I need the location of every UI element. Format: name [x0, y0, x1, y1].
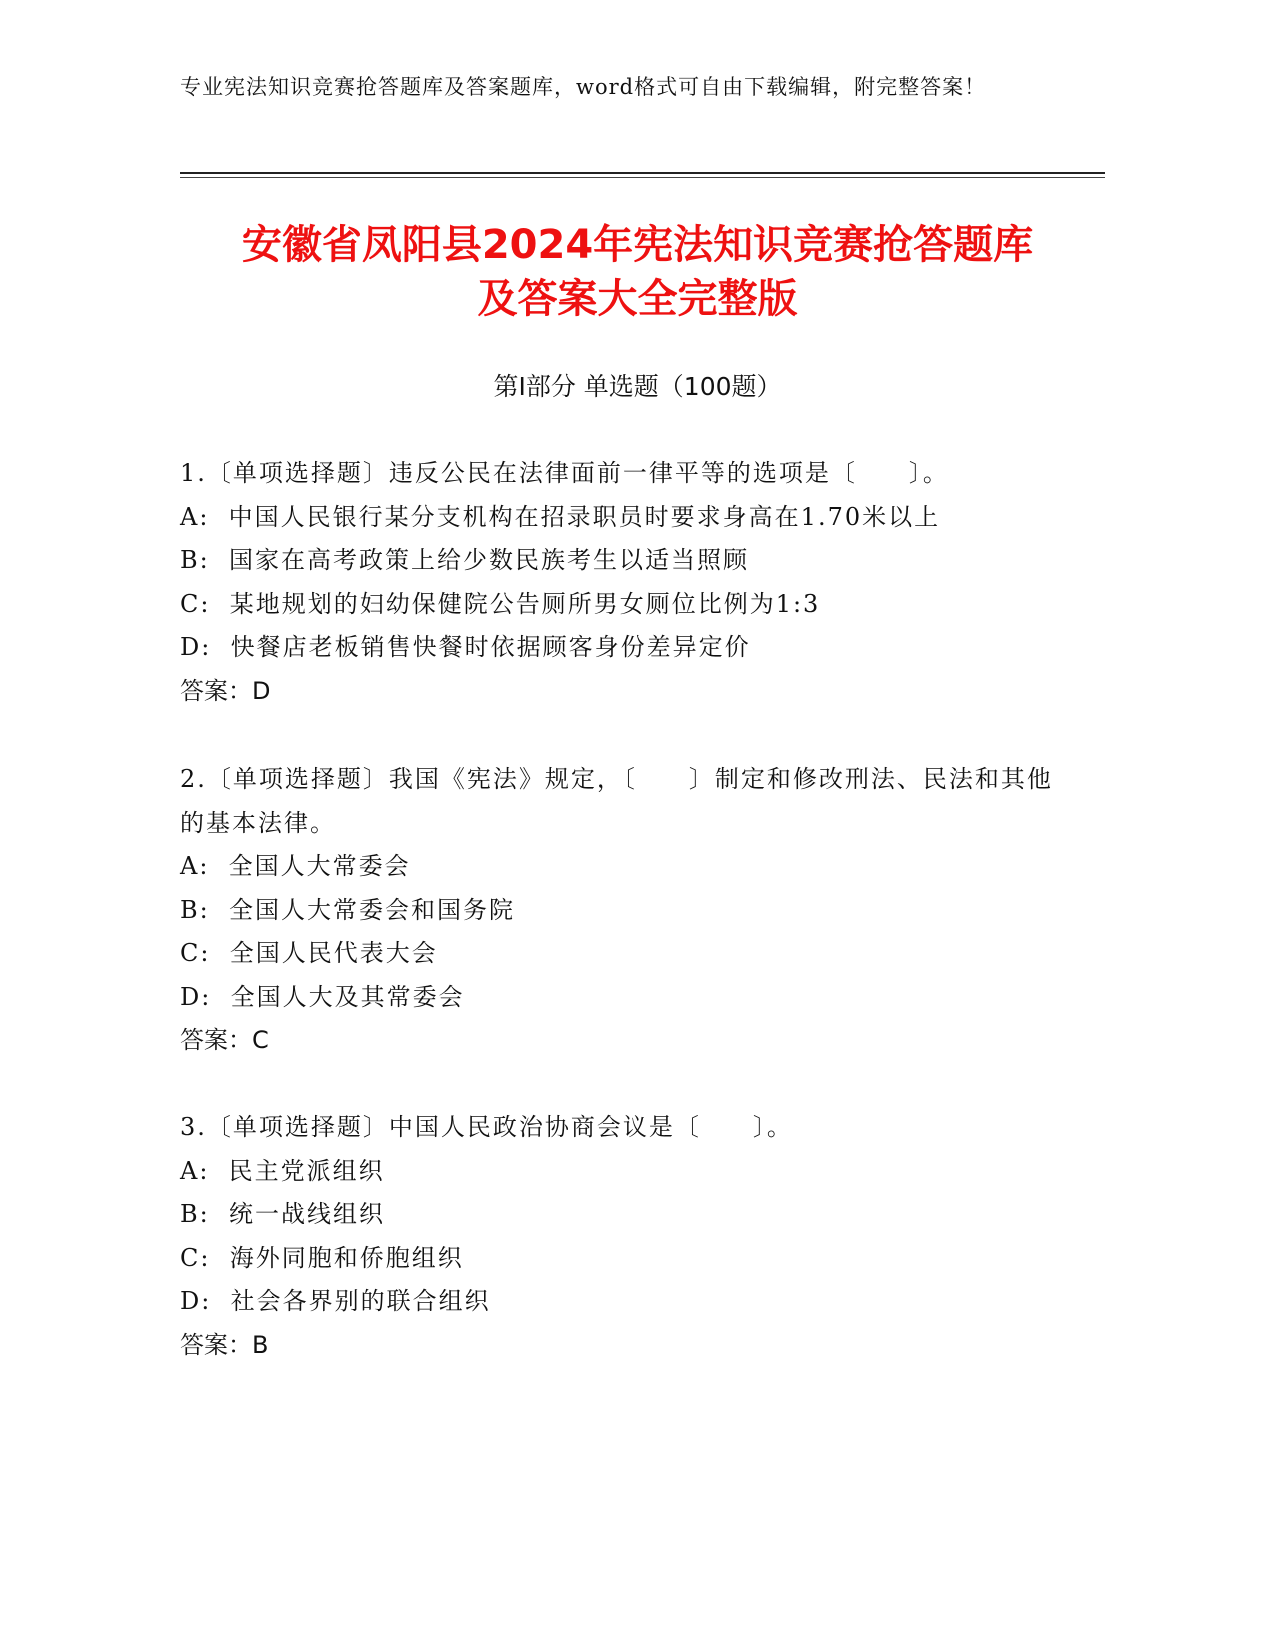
question-stem: 1.〔单项选择题〕违反公民在法律面前一律平等的选项是〔 〕。	[180, 459, 949, 487]
option-d: D: 快餐店老板销售快餐时依据顾客身份差异定价	[180, 633, 751, 661]
question-stem: 2.〔单项选择题〕我国《宪法》规定，〔 〕制定和修改刑法、民法和其他的基本法律。	[180, 765, 1053, 837]
option-b: B: 国家在高考政策上给少数民族考生以适当照顾	[180, 546, 749, 574]
answer-line: 答案：B	[180, 1330, 269, 1359]
option-d: D: 社会各界别的联合组织	[180, 1287, 491, 1315]
section-heading: 第Ⅰ部分 单选题（100题）	[493, 372, 782, 401]
document-title	[160, 218, 1115, 326]
question-1	[180, 452, 1060, 713]
answer-line: 答案：D	[180, 676, 271, 705]
option-a: A: 民主党派组织	[180, 1156, 385, 1185]
option-c: C: 全国人民代表大会	[180, 939, 438, 967]
answer-line: 答案：C	[180, 1026, 269, 1054]
question-3	[180, 1106, 1060, 1367]
question-2	[180, 758, 1060, 1063]
option-c: C: 海外同胞和侨胞组织	[180, 1243, 464, 1272]
header-divider-thick	[180, 172, 1105, 174]
header-note: 专业宪法知识竞赛抢答题库及答案题库，word格式可自由下载编辑，附完整答案！	[180, 75, 987, 99]
option-b: B: 全国人大常委会和国务院	[180, 895, 515, 924]
option-a: A: 中国人民银行某分支机构在招录职员时要求身高在1.70米以上	[180, 502, 941, 531]
title-line-2: 及答案大全完整版	[477, 276, 798, 322]
option-c: C: 某地规划的妇幼保健院公告厕所男女厕位比例为1:3	[180, 589, 821, 618]
question-stem: 3.〔单项选择题〕中国人民政治协商会议是〔 〕。	[180, 1113, 793, 1141]
title-line-1: 安徽省凤阳县2024年宪法知识竞赛抢答题库	[241, 222, 1034, 268]
option-a: A: 全国人大常委会	[180, 852, 411, 880]
option-b: B: 统一战线组织	[180, 1200, 385, 1228]
option-d: D: 全国人大及其常委会	[180, 982, 465, 1011]
header-divider-thin	[180, 177, 1105, 178]
